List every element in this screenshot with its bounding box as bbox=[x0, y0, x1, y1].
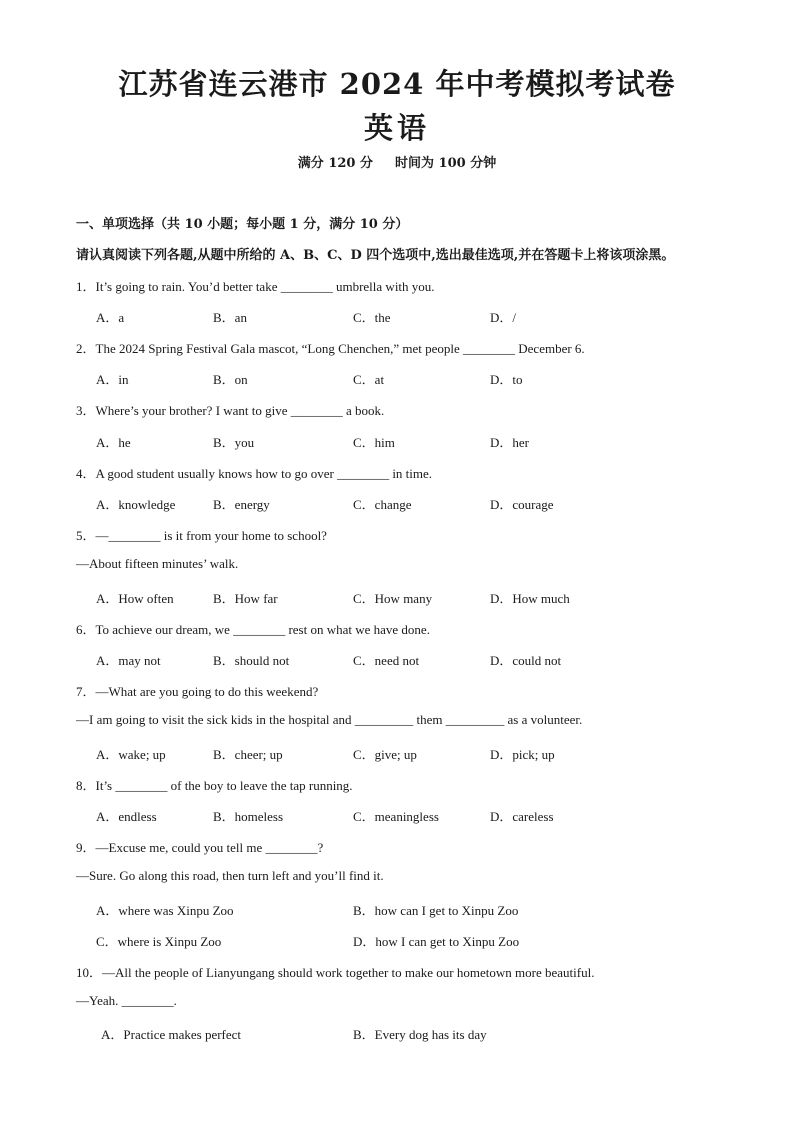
option-a: A．Practice makes perfect bbox=[101, 1027, 242, 1042]
option-d: D．to bbox=[490, 372, 523, 387]
option-d: D．How much bbox=[490, 591, 570, 606]
option-c: C．give; up bbox=[353, 747, 417, 762]
question-response: —Sure. Go along this road, then turn left and you’ll find it. bbox=[76, 868, 384, 883]
option-b: B．should not bbox=[213, 653, 290, 668]
option-a: A．endless bbox=[96, 809, 157, 824]
question-stem: 6．To achieve our dream, we ________ rest on what we have done. bbox=[76, 622, 430, 637]
option-b: B．energy bbox=[213, 497, 270, 512]
section-title: 一、单项选择（共 10 小题；每小题 1 分，满分 10 分） bbox=[76, 217, 409, 232]
exam-subject: 英语 bbox=[363, 111, 430, 145]
question-stem: 7．—What are you going to do this weekend? bbox=[76, 684, 319, 699]
option-b: B．how can I get to Xinpu Zoo bbox=[353, 903, 519, 918]
option-d: D．careless bbox=[490, 809, 554, 824]
question-stem: 4．A good student usually knows how to go over ________ in time. bbox=[76, 466, 433, 481]
option-b: B．homeless bbox=[213, 809, 284, 824]
question-response: —About fifteen minutes’ walk. bbox=[76, 556, 239, 571]
option-c: C．where is Xinpu Zoo bbox=[96, 934, 222, 949]
score-info: 满分 120 分 bbox=[297, 156, 373, 171]
option-c: C．change bbox=[353, 497, 412, 512]
question-stem: 1．It’s going to rain. You’d better take ________ umbrella with you. bbox=[76, 279, 435, 294]
option-a: A．wake; up bbox=[96, 747, 166, 762]
option-a: A．knowledge bbox=[96, 497, 176, 512]
question-response: —Yeah. ________. bbox=[76, 993, 177, 1008]
option-a: A．in bbox=[96, 372, 129, 387]
question-stem: 3．Where’s your brother? I want to give ________ a book. bbox=[76, 403, 385, 418]
option-a: A．a bbox=[96, 310, 125, 325]
option-d: D．how I can get to Xinpu Zoo bbox=[353, 934, 520, 949]
time-info: 时间为 100 分钟 bbox=[395, 156, 497, 171]
option-a: A．he bbox=[96, 435, 131, 450]
option-d: D．her bbox=[490, 435, 529, 450]
exam-meta bbox=[0, 152, 794, 171]
option-a: A．How often bbox=[96, 591, 174, 606]
option-b: B．on bbox=[213, 372, 248, 387]
question-stem: 9．—Excuse me, could you tell me ________? bbox=[76, 840, 324, 855]
option-c: C．at bbox=[353, 372, 385, 387]
option-d: D．pick; up bbox=[490, 747, 555, 762]
option-b: B．Every dog has its day bbox=[353, 1027, 487, 1042]
section-instruction: 请认真阅读下列各题,从题中所给的 A、B、C、D 四个选项中,选出最佳选项,并在答题卡上将该项涂黑。 bbox=[76, 248, 675, 263]
option-c: C．him bbox=[353, 435, 395, 450]
option-d: D．could not bbox=[490, 653, 562, 668]
option-b: B．you bbox=[213, 435, 255, 450]
option-b: B．cheer; up bbox=[213, 747, 283, 762]
question-stem: 2．The 2024 Spring Festival Gala mascot, “Long Chenchen,” met people ________ December 6. bbox=[76, 341, 585, 356]
exam-title: 江苏省连云港市 2024 年中考模拟考试卷 bbox=[118, 67, 676, 101]
question-stem: 8．It’s ________ of the boy to leave the tap running. bbox=[76, 778, 353, 793]
option-c: C．need not bbox=[353, 653, 420, 668]
option-c: C．the bbox=[353, 310, 391, 325]
option-a: A．may not bbox=[96, 653, 161, 668]
option-c: C．How many bbox=[353, 591, 433, 606]
option-a: A．where was Xinpu Zoo bbox=[96, 903, 234, 918]
option-b: B．How far bbox=[213, 591, 278, 606]
option-b: B．an bbox=[213, 310, 247, 325]
option-d: D．courage bbox=[490, 497, 554, 512]
question-response: —I am going to visit the sick kids in the hospital and _________ them _________ as a volunteer. bbox=[76, 712, 583, 727]
option-d: D．/ bbox=[490, 310, 517, 325]
question-stem: 10．—All the people of Lianyungang should work together to make our hometown more beautiful. bbox=[76, 965, 595, 980]
option-c: C．meaningless bbox=[353, 809, 439, 824]
question-stem: 5．—________ is it from your home to school? bbox=[76, 528, 327, 543]
